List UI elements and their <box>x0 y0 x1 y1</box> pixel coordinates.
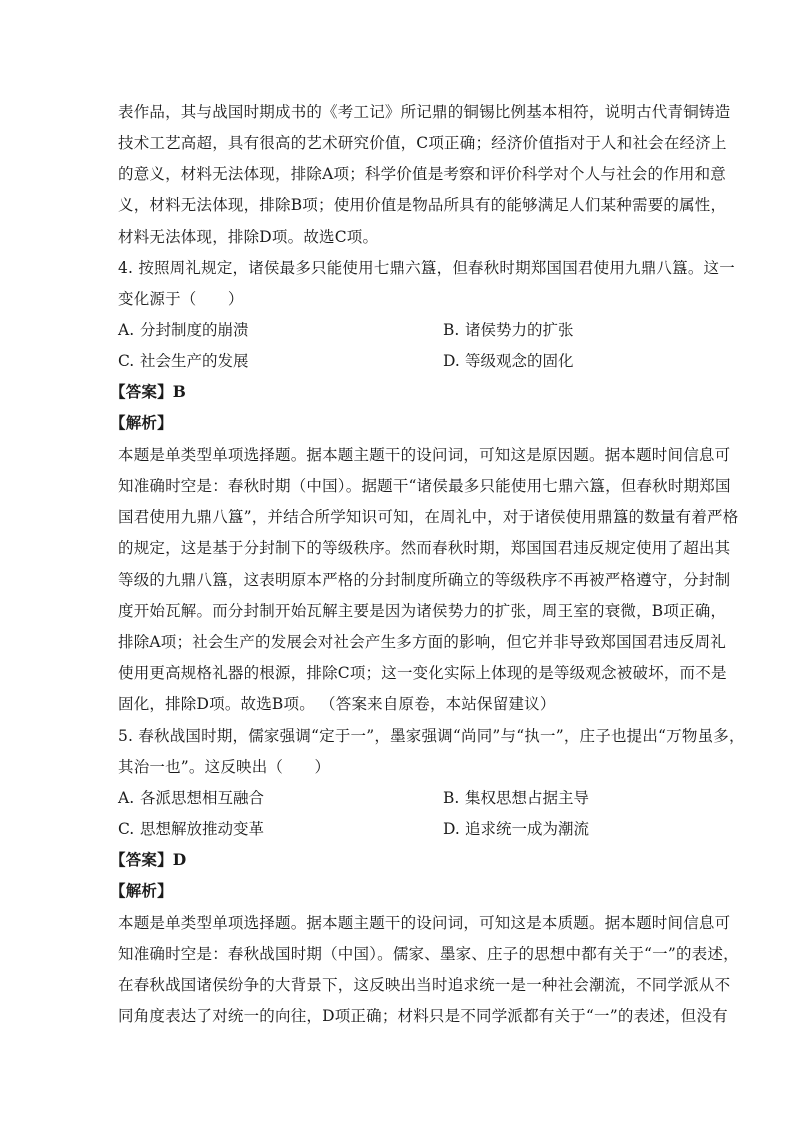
option-key: B. <box>443 321 460 339</box>
q5-analysis-line: 在春秋战国诸侯纷争的大背景下，这反映出当时追求统一是一种社会潮流，不同学派从不 <box>118 976 731 994</box>
option-text: 等级观念的固化 <box>465 352 574 370</box>
q5-option-c <box>118 819 264 839</box>
option-key: C. <box>118 820 135 838</box>
q5-analysis-line: 知准确时空是：春秋战国时期（中国）。儒家、墨家、庄子的思想中都有关于“一”的表述， <box>118 945 739 963</box>
q4-option-b <box>443 320 574 340</box>
option-text: 追求统一成为潮流 <box>465 820 590 838</box>
option-key: A. <box>118 321 135 339</box>
option-text: 各派思想相互融合 <box>140 789 265 807</box>
option-key: B. <box>443 789 460 807</box>
text-line: 的意义，材料无法体现，排除A项；科学价值是考察和评价科学对个人与社会的作用和意 <box>118 165 726 183</box>
q4-analysis-line: 度开始瓦解。而分封制开始瓦解主要是因为诸侯势力的扩张，周王室的衰微，B项正确， <box>118 602 727 620</box>
q4-answer: 【答案】B <box>110 382 187 401</box>
q4-analysis-line: 国君使用九鼎八簋”，并结合所学知识可知，在周礼中，对于诸侯使用鼎簋的数量有着严格 <box>118 508 739 526</box>
q4-analysis-line: 使用更高规格礼器的根源，排除C项；这一变化实际上体现的是等级观念被破坏，而不是 <box>118 664 727 682</box>
q4-analysis-line: 排除A项；社会生产的发展会对社会产生多方面的影响，但它并非导致郑国国君违反周礼 <box>118 633 726 651</box>
option-text: 社会生产的发展 <box>140 352 249 370</box>
option-key: D. <box>443 820 460 838</box>
q4-analysis-line: 固化，排除D项。故选B项。 （答案来自原卷，本站保留建议） <box>118 695 556 713</box>
q4-analysis-label: 【解析】 <box>110 413 173 432</box>
question-5-stem: 5. 春秋战国时期，儒家强调“定于一”，墨家强调“尚同”与“执一”，庄子也提出“万物虽多， <box>118 727 745 745</box>
q5-answer: 【答案】D <box>110 850 187 869</box>
text-line: 义，材料无法体现，排除B项；使用价值是物品所具有的能够满足人们某种需要的属性， <box>118 196 727 214</box>
option-text: 思想解放推动变革 <box>140 820 265 838</box>
text-line: 材料无法体现，排除D项。故选C项。 <box>118 228 379 246</box>
question-4-stem: 变化源于（ ） <box>118 290 244 308</box>
text-line: 表作品，其与战国时期成书的《考工记》所记鼎的铜锡比例基本相符，说明古代青铜铸造 <box>118 103 731 121</box>
q5-option-b <box>443 788 589 808</box>
q5-option-d <box>443 819 589 839</box>
q5-analysis-line: 本题是单类型单项选择题。据本题主题干的设问词，可知这是本质题。据本题时间信息可 <box>118 914 731 932</box>
option-key: D. <box>443 352 460 370</box>
q4-analysis-line: 本题是单类型单项选择题。据本题主题干的设问词，可知这是原因题。据本题时间信息可 <box>118 446 731 464</box>
option-key: C. <box>118 352 135 370</box>
option-text: 诸侯势力的扩张 <box>465 321 574 339</box>
q5-option-a <box>118 788 264 808</box>
option-key: A. <box>118 789 135 807</box>
q4-analysis-line: 知准确时空是：春秋时期（中国）。据题干“诸侯最多只能使用七鼎六簋，但春秋时期郑国 <box>118 477 731 495</box>
q4-option-d <box>443 351 574 371</box>
q4-option-c <box>118 351 249 371</box>
text-line: 技术工艺高超，具有很高的艺术研究价值，C项正确；经济价值指对于人和社会在经济上 <box>118 134 727 152</box>
option-text: 集权思想占据主导 <box>465 789 590 807</box>
option-text: 分封制度的崩溃 <box>140 321 249 339</box>
q5-analysis-label: 【解析】 <box>110 881 173 900</box>
q5-analysis-line: 同角度表达了对统一的向往，D项正确；材料只是不同学派都有关于“一”的表述，但没有 <box>118 1007 728 1025</box>
question-4-stem: 4. 按照周礼规定，诸侯最多只能使用七鼎六簋，但春秋时期郑国国君使用九鼎八簋。这一 <box>118 259 735 277</box>
q4-analysis-line: 等级的九鼎八簋，这表明原本严格的分封制度所确立的等级秩序不再被严格遵守，分封制 <box>118 571 731 589</box>
question-5-stem: 其治一也”。这反映出（ ） <box>118 758 331 776</box>
q4-option-a <box>118 320 249 340</box>
q4-analysis-line: 的规定，这是基于分封制下的等级秩序。然而春秋时期，郑国国君违反规定使用了超出其 <box>118 539 731 557</box>
